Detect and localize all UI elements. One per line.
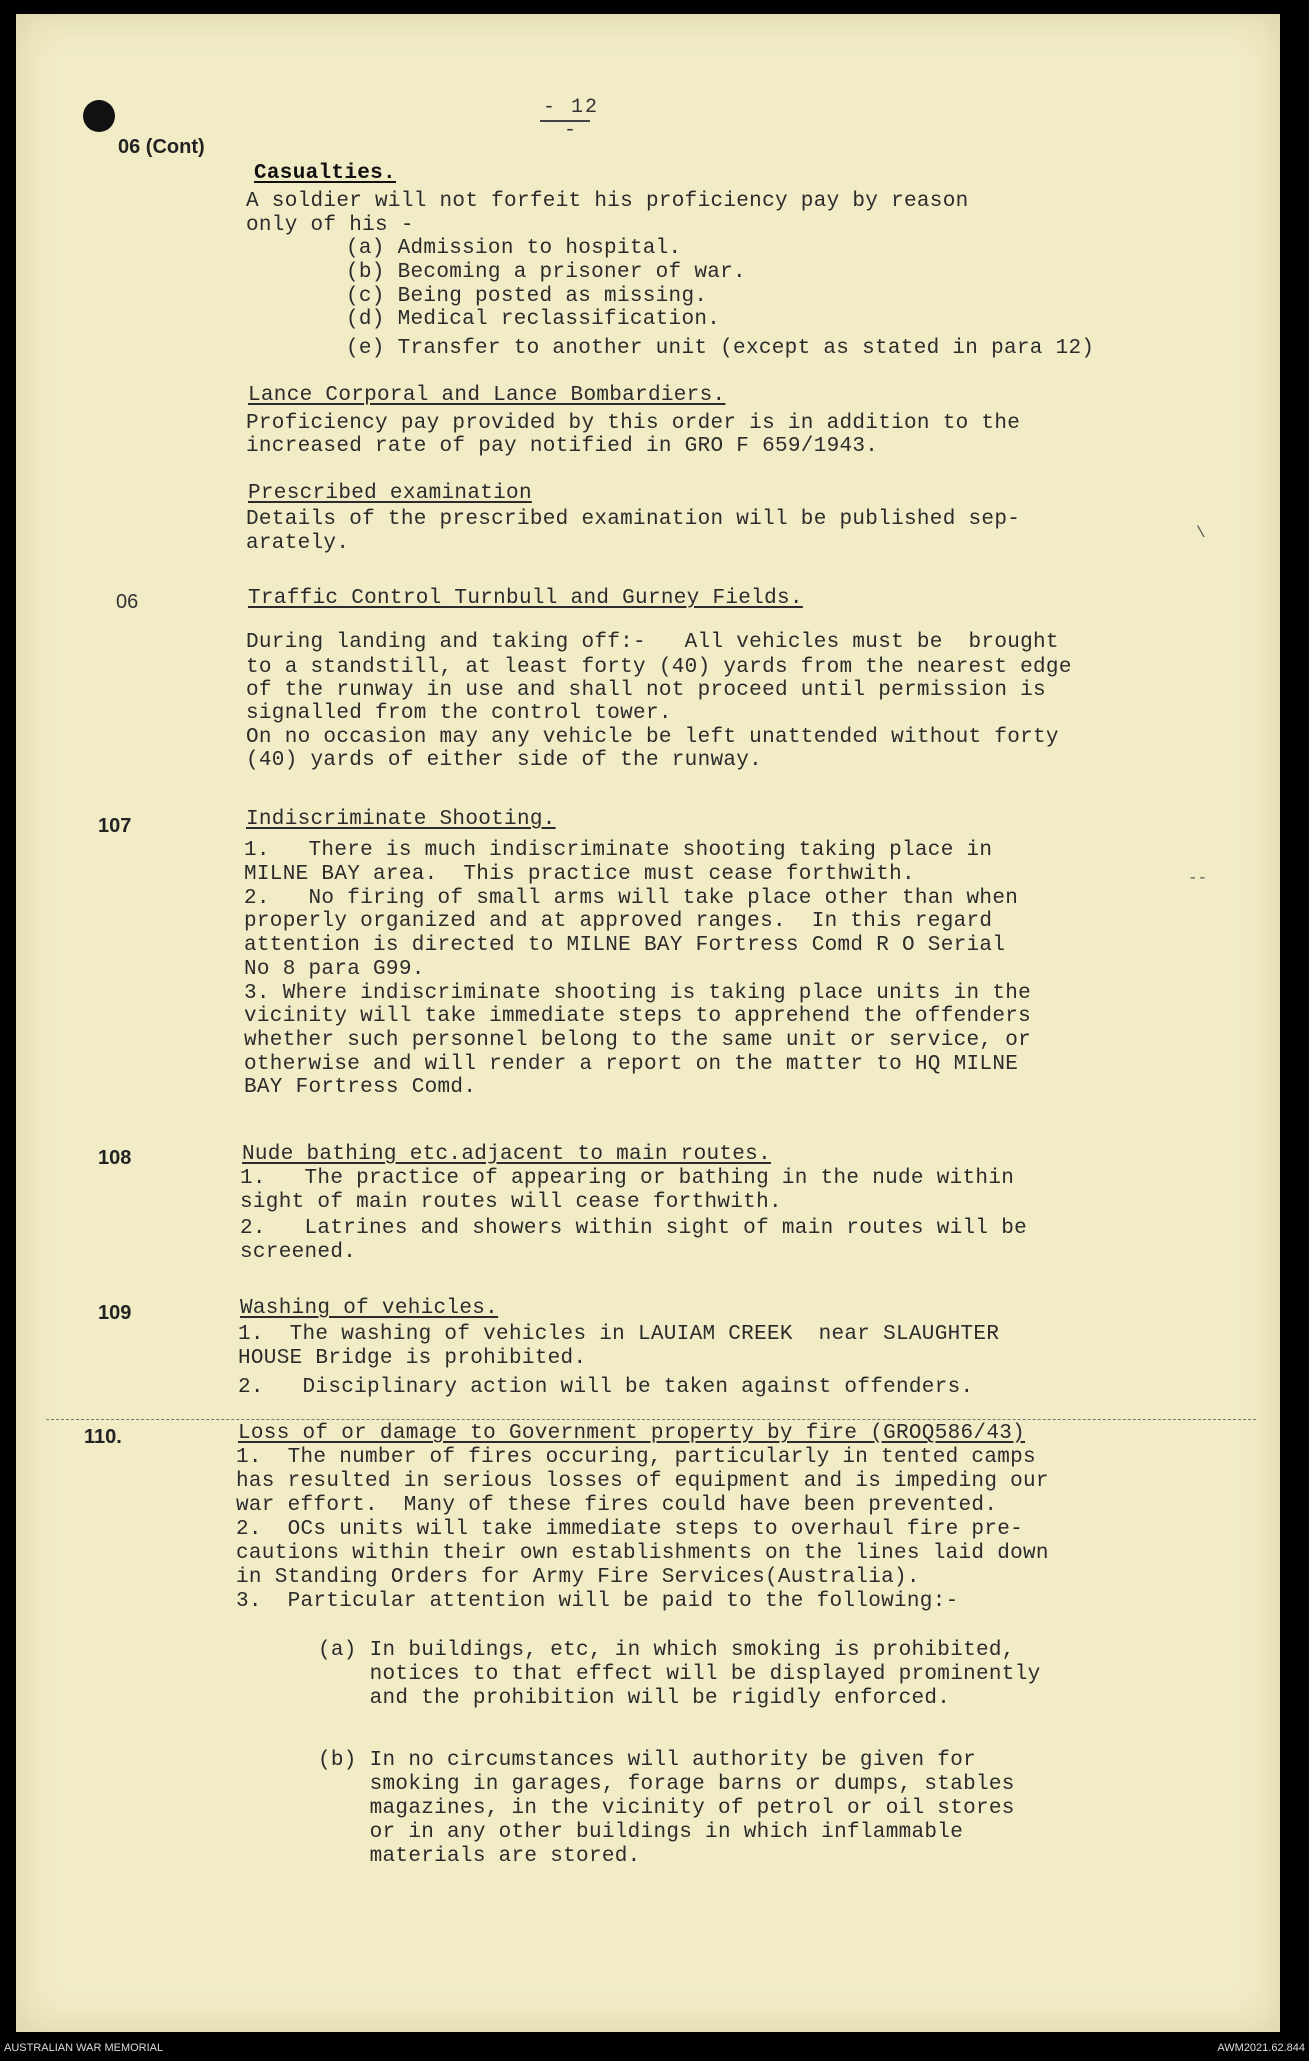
fire-line-7: 3. Particular attention will be paid to the following:-: [236, 1590, 959, 1613]
shooting-line-9: whether such personnel belong to the same unit or service, or: [244, 1029, 1032, 1052]
washing-line-3: 2. Disciplinary action will be taken against offenders.: [238, 1376, 974, 1399]
shooting-line-7: 3. Where indiscriminate shooting is taking place units in the: [244, 982, 1032, 1005]
casualties-item-e: (e) Transfer to another unit (except as stated in para 12): [346, 337, 1095, 360]
margin-para-110: 110.: [84, 1426, 122, 1448]
punch-hole: [83, 100, 115, 132]
margin-para-06: 06: [116, 591, 139, 613]
footer-accession: AWM2021.62.844: [1217, 2042, 1305, 2054]
document-page: [16, 14, 1280, 2032]
shooting-line-8: vicinity will take immediate steps to apprehend the offenders: [244, 1005, 1032, 1028]
casualties-item-c: (c) Being posted as missing.: [346, 285, 708, 308]
casualties-line-2: only of his -: [246, 214, 414, 237]
lance-line-1: Proficiency pay provided by this order is in addition to the: [246, 412, 1021, 435]
page-number-rule: [540, 120, 590, 122]
bathing-line-2: sight of main routes will cease forthwith.: [240, 1191, 782, 1214]
traffic-line-2: to a standstill, at least forty (40) yards from the nearest edge: [246, 656, 1072, 679]
washing-line-1: 1. The washing of vehicles in LAUIAM CREEK near SLAUGHTER: [238, 1323, 1000, 1346]
exam-line-1: Details of the prescribed examination will be published sep-: [246, 508, 1021, 531]
footer-credit: AUSTRALIAN WAR MEMORIAL: [4, 2042, 164, 2054]
section-heading-washing: Washing of vehicles.: [240, 1297, 499, 1320]
casualties-item-a: (a) Admission to hospital.: [346, 237, 682, 260]
shooting-line-5: attention is directed to MILNE BAY Fortress Comd R O Serial: [244, 934, 1006, 957]
fire-sub-b-line-2: smoking in garages, forage barns or dumps, stables: [318, 1773, 1015, 1796]
section-heading-casualties: Casualties.: [254, 162, 396, 185]
margin-para-cont: 06 (Cont): [118, 136, 205, 158]
margin-para-107: 107: [98, 815, 132, 837]
stray-mark: \: [1196, 524, 1206, 542]
shooting-line-4: properly organized and at approved ranges. In this regard: [244, 910, 993, 933]
margin-para-109: 109: [98, 1302, 132, 1324]
fire-sub-b-line-3: magazines, in the vicinity of petrol or oil stores: [318, 1797, 1015, 1820]
fire-sub-b-line-4: or in any other buildings in which inflammable: [318, 1821, 964, 1844]
fire-line-5: cautions within their own establishments on the lines laid down: [236, 1542, 1049, 1565]
section-heading-bathing: Nude bathing etc.adjacent to main routes.: [242, 1143, 771, 1166]
casualties-item-d: (d) Medical reclassification.: [346, 308, 721, 331]
exam-line-2: arately.: [246, 532, 350, 555]
margin-para-108: 108: [98, 1147, 132, 1169]
section-heading-traffic: Traffic Control Turnbull and Gurney Fields.: [248, 587, 803, 610]
traffic-line-1: During landing and taking off:- All vehicles must be brought: [246, 631, 1059, 654]
stray-mark: --: [1188, 869, 1208, 887]
fire-line-3: war effort. Many of these fires could have been prevented.: [236, 1494, 998, 1517]
fire-line-1: 1. The number of fires occuring, particularly in tented camps: [236, 1446, 1036, 1469]
section-heading-fire: Loss of or damage to Government property by fire (GROQ586/43): [238, 1422, 1026, 1445]
fire-sub-a-line-2: notices to that effect will be displayed prominently: [318, 1663, 1041, 1686]
page-number: - 12 -: [542, 96, 599, 142]
traffic-line-3: of the runway in use and shall not proceed until permission is: [246, 679, 1046, 702]
fire-sub-a-line-3: and the prohibition will be rigidly enforced.: [318, 1687, 951, 1710]
shooting-line-6: No 8 para G99.: [244, 958, 425, 981]
shooting-line-11: BAY Fortress Comd.: [244, 1076, 477, 1099]
fire-line-2: has resulted in serious losses of equipment and is impeding our: [236, 1470, 1049, 1493]
shooting-line-3: 2. No firing of small arms will take place other than when: [244, 887, 1019, 910]
bathing-line-3: 2. Latrines and showers within sight of main routes will be: [240, 1217, 1028, 1240]
washing-line-2: HOUSE Bridge is prohibited.: [238, 1347, 587, 1370]
fire-sub-b-line-5: materials are stored.: [318, 1845, 641, 1868]
section-heading-exam: Prescribed examination: [248, 482, 532, 505]
shooting-line-2: MILNE BAY area. This practice must cease forthwith.: [244, 863, 915, 886]
section-heading-lance: Lance Corporal and Lance Bombardiers.: [248, 384, 726, 407]
casualties-line-1: A soldier will not forfeit his proficiency pay by reason: [246, 190, 969, 213]
separator-rule: [46, 1419, 1256, 1420]
casualties-item-b: (b) Becoming a prisoner of war.: [346, 261, 746, 284]
shooting-line-1: 1. There is much indiscriminate shooting taking place in: [244, 839, 993, 862]
traffic-line-6: (40) yards of either side of the runway.: [246, 749, 763, 772]
section-heading-shooting: Indiscriminate Shooting.: [246, 808, 556, 831]
lance-line-2: increased rate of pay notified in GRO F 659/1943.: [246, 435, 879, 458]
fire-line-6: in Standing Orders for Army Fire Services(Australia).: [236, 1566, 920, 1589]
fire-sub-b-line-1: (b) In no circumstances will authority be given for: [318, 1749, 977, 1772]
fire-line-4: 2. OCs units will take immediate steps to overhaul fire pre-: [236, 1518, 1024, 1541]
bathing-line-1: 1. The practice of appearing or bathing in the nude within: [240, 1167, 1015, 1190]
bathing-line-4: screened.: [240, 1241, 357, 1264]
traffic-line-4: signalled from the control tower.: [246, 702, 672, 725]
shooting-line-10: otherwise and will render a report on the matter to HQ MILNE: [244, 1053, 1019, 1076]
traffic-line-5: On no occasion may any vehicle be left unattended without forty: [246, 726, 1059, 749]
fire-sub-a-line-1: (a) In buildings, etc, in which smoking is prohibited,: [318, 1639, 1015, 1662]
